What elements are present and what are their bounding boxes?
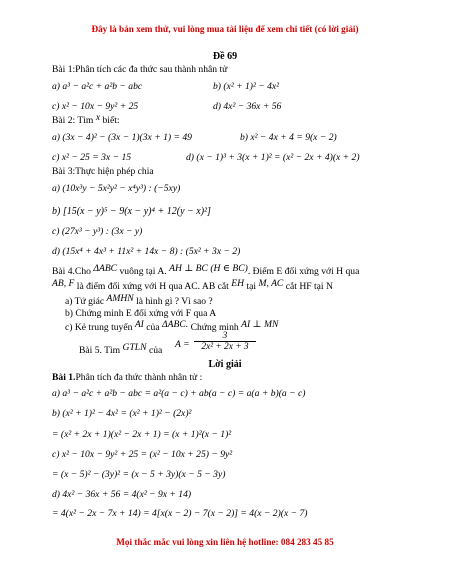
solution-heading-rest: Phân tích đa thức thành nhân tử :	[75, 372, 203, 383]
bai1-a: a) a³ − a²c + a²b − abc	[52, 81, 143, 92]
bai4-qc-pre: c) Kẻ trung tuyến	[65, 322, 133, 333]
solution-b1: b) (x² + 1)² − 4x² = (x² + 1)² − (2x)²	[52, 408, 192, 419]
bai2-c: c) x² − 25 = 3x − 15	[52, 152, 132, 163]
bai4-l1a: Bài 4.Cho	[52, 266, 91, 277]
bai5-lhs: A =	[175, 339, 190, 350]
bai1-c: c) x² − 10x − 9y² + 25	[52, 101, 139, 112]
bai1-d: d) 4x² − 36x + 56	[213, 101, 282, 112]
bai2-heading-pre: Bài 2: Tìm	[52, 115, 94, 126]
bai5-line	[79, 342, 163, 357]
bai4-line1	[52, 263, 360, 278]
bai4-qc-mid2: Chứng minh	[190, 322, 239, 333]
bai5-denominator: 2x² + 2x + 3	[201, 342, 249, 352]
footer-banner: Mọi thắc mắc vui lòng xin liên hệ hotline: 084 283 45 85	[116, 537, 334, 547]
bai4-l2b: là điểm đối xứng với H qua AC. AB cắt	[76, 281, 229, 292]
solution-heading-bold: Bài 1.	[52, 372, 76, 383]
bai5-pre: Bài 5. Tìm	[79, 345, 121, 356]
bai5-fraction	[194, 331, 256, 352]
bai4-qa-post: là hình gì ? Vì sao ?	[136, 296, 213, 307]
solution-a: a) a³ − a²c + a²b − abc = a²(a − c) + ab(a − c) = a(a + b)(a − c)	[52, 388, 306, 399]
bai3-b: b) [15(x − y)⁵ − 9(x − y)⁴ + 12(y − x)²]	[52, 206, 211, 217]
bai4-l2a: AB, F	[52, 278, 75, 289]
bai5-v1: GTLN	[122, 342, 147, 353]
bai2-a: a) (3x − 4)² − (3x − 1)(3x + 1) = 49	[52, 132, 192, 143]
bai4-l2c: EH	[231, 278, 245, 289]
exam-title: Đề 69	[212, 51, 238, 62]
bai4-qa-var: AMHN	[106, 293, 134, 304]
bai4-qa	[65, 293, 213, 308]
bai3-c: c) (27x³ − y³) : (3x − y)	[52, 226, 143, 237]
bai4-l2d: tại	[246, 281, 257, 292]
bai4-l1c: vuông tại A.	[119, 266, 167, 277]
bai4-l1b: ΔABC	[93, 263, 118, 274]
solution-b2: = (x² + 2x + 1)(x² − 2x + 1) = (x + 1)²(x − 1)²	[52, 429, 232, 440]
bai4-qc-v3: AI ⊥ MN	[241, 319, 279, 330]
header-banner: Đây là bản xem thử, vui lòng mua tài liệu để xem chi tiết (có lời giải)	[91, 24, 359, 34]
bai3-d: d) (15x⁴ + 4x³ + 11x² + 14x − 8) : (5x² + 3x − 2)	[52, 246, 241, 257]
solution-heading	[52, 372, 202, 384]
solution-c2: = (x − 5)² − (3y)² = (x − 5 + 3y)(x − 5 − 3y)	[52, 469, 226, 480]
solution-title: Lời giải	[208, 359, 242, 370]
bai4-l2f: cắt HF tại N	[285, 281, 333, 292]
bai2-d: d) (x − 1)³ + 3(x + 1)² = (x² − 2x + 4)(x + 2)	[186, 152, 360, 163]
bai3-a: a) (10x³y − 5x²y² − x⁴y³) : (−5xy)	[52, 183, 181, 194]
solution-c1: c) x² − 10x − 9y² + 25 = (x² − 10x + 25) − 9y²	[52, 449, 233, 460]
bai4-l1d: AH ⊥ BC (H ∈ BC)	[169, 263, 248, 274]
bai4-qc-v1: AI	[134, 319, 144, 330]
bai5-mid: của	[148, 345, 163, 356]
bai4-l2e: M, AC	[258, 278, 284, 289]
bai4-qb: b) Chứng minh E đối xứng với F qua A	[65, 308, 217, 319]
solution-d2: = 4(x² − 2x − 7x + 14) = 4[x(x − 2) − 7(x − 2)] = 4(x − 2)(x − 7)	[52, 508, 308, 519]
bai3-heading: Bài 3:Thực hiện phép chia	[52, 166, 154, 177]
bai4-l1e: . Điểm E đối xứng với H qua	[247, 266, 360, 277]
bai2-b: b) x² − 4x + 4 = 9(x − 2)	[240, 132, 337, 143]
bai2-heading-var: x	[95, 112, 101, 123]
bai2-heading	[52, 112, 120, 127]
bai4-qa-pre: a) Tứ giác	[65, 296, 105, 307]
bai5-numerator: 3	[194, 331, 256, 342]
bai4-line2	[52, 278, 333, 293]
bai1-heading: Bài 1:Phân tích các đa thức sau thành nhân tử	[52, 64, 228, 75]
bai4-qc-mid: của	[146, 322, 160, 333]
bai2-heading-post: biết:	[102, 115, 120, 126]
bai4-qc-v2: ΔABC.	[162, 319, 189, 330]
bai1-b: b) (x² + 1)² − 4x²	[213, 81, 280, 92]
solution-d1: d) 4x² − 36x + 56 = 4(x² − 9x + 14)	[52, 489, 192, 500]
